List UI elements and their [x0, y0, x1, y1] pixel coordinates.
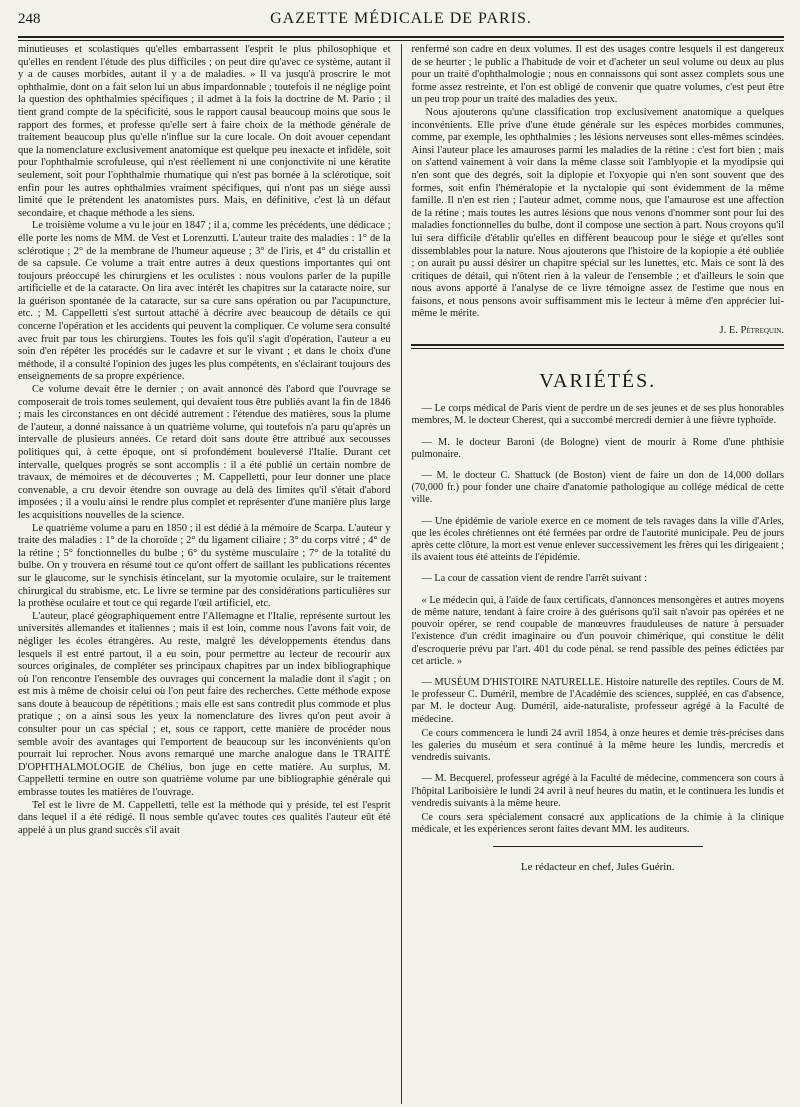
- news-item: Ce cours sera spécialement consacré aux applications de la chimie à la clinique médicale, et les expériences seront faites devant MM. les auditeurs.: [411, 811, 784, 836]
- paragraph: Le quatrième volume a paru en 1850 ; il est dédié à la mémoire de Scarpa. L'auteur y traite des maladies : 1° de la choroïde ; 2° du ligament ciliaire ; 3° du corps vitré ; 4° de la rétine ; 5° fonctionnelles du bulbe ; 6° du système musculaire ; 7° de la totalité du bulbe. On y trouvera en résumé tout ce qu'ont offert de saillant les publications récentes sur le glaucome, sur le synchisis étincelant, sur la myotomie oculaire, sur le traitement chirurgical du strabisme, etc. Le livre se termine par des considérations particulières sur la prothèse oculaire et tout ce qui regarde l'œil artificiel, etc.: [18, 522, 391, 610]
- paragraph: renfermé son cadre en deux volumes. Il est des usages contre lesquels il est dangereux de se heurter ; le public a l'habitude de voir et d'acheter un seul volume ou deux au plus pour un traité d'ophthalmologie ; nous en connaissons qui sont assez complets sous une forme assez restreinte, et l'on est obligé de convenir que quatre volumes, c'est peut être un peu trop pour un traité des maladies des yeux.: [411, 44, 784, 106]
- paragraph: minutieuses et scolastiques qu'elles embarrassent l'esprit le plus philosophique et qu'elles en rendent l'étude des plus difficiles ; on peut dire qu'avec ce système, autant il y a de causes morbides, autant il y a de maladies. » Il va jusqu'à proscrire le mot ophthalmie, dont on a fait selon lui un abus impardonnable ; toutefois il ne néglige point la question des ophthalmies spécifiques ; il admet à la fois la doctrine de M. Pario ; il tient grand compte de la spécificité, sous le rapport causal beaucoup moins que sous le rapport des formes, et professe qu'elle sert à faire choix de la méthode générale de traitement beaucoup plus qu'elle n'influe sur la cure locale. On doit avouer cependant que la nomenclature exclusivement anatomique est quelque peu inexacte et infidèle, soit pour l'ophthalmie scrofuleuse, qui n'est réellement ni une conjonctivite ni une kératite seulement, soit pour l'ophthalmie rhumatique qui n'est pas bornée à la sclérotique, soit enfin pour les autres ophthalmies vraiment spécifiques, qui n'ont pas un siége aussi limité que le prétendent les anatomistes purs. Mais, en définitive, c'est là un défaut secondaire, et chaque méthode a les siens.: [18, 44, 391, 219]
- news-item: — M. le docteur C. Shattuck (de Boston) vient de faire un don de 14,000 dollars (70,000 fr.) pour fonder une chaire d'anatomie pathologique au collége médical de cette ville.: [411, 470, 784, 506]
- closing-rule: [493, 846, 703, 847]
- paragraph: Ce volume devait être le dernier ; on avait annoncé dès l'abord que l'ouvrage se composerait de trois tomes seulement, qui devaient tous être publiés avant la fin de 1846 ; mais les circonstances en ont décidé autrement : l'étendue des matières, sous la plume de l'auteur, a donné naissance à un quatrième volume, qui toutefois n'a paru qu'après un intervalle de plusieurs années. Ce retard doit sans doute être attribué aux secousses politiques qui, à cette époque, ont si profondément bouleversé l'Italie. Durant cet intervalle, quelques progrès se sont accomplis : il a été publié un certain nombre de travaux, de mémoires et de découvertes ; M. Cappelletti, pour leur donner une place convenable, a cru devoir étendre son ouvrage au delà des limites qu'il s'était d'abord imposées ; il a voulu ainsi le rendre plus complet et représenter d'une manière plus large les acquisitions nouvelles de la science.: [18, 384, 391, 521]
- page-number: 248: [18, 11, 41, 27]
- header-rule-thin: [18, 40, 784, 41]
- left-column: [18, 44, 391, 1104]
- news-item: — M. le docteur Baroni (de Bologne) vient de mourir à Rome d'une phthisie pulmonaire.: [411, 436, 784, 460]
- journal-title: GAZETTE MÉDICALE DE PARIS.: [270, 10, 532, 27]
- news-item: « Le médecin qui, à l'aide de faux certificats, d'annonces mensongères et autres moyens de même nature, tendant à faire croire à des guérisons qu'il sait n'avoir pas opérées et ne pouvoir opérer, se rend coupable de manœuvres frauduleuses de nature à persuader l'existence d'un crédit imaginaire ou d'un pouvoir chimérique, qui constitue le délit d'escroquerie prévu par l'art. 401 du code pénal. se rend passible des peines édictées par cet article. »: [411, 594, 784, 667]
- right-column: [411, 44, 784, 1104]
- column-divider: [401, 44, 402, 1104]
- section-separator-thin: [411, 348, 784, 349]
- news-item: — Une épidémie de variole exerce en ce moment de tels ravages dans la ville d'Arles, que les écoles chrétiennes ont été fermées par ordre de l'autorité municipale. Peu de jours après cette clôture, la mort est venue enlever successivement les frères qui les dirigeaient ; ils avaient tous été atteints de l'épidémie.: [411, 515, 784, 564]
- section-separator: [411, 344, 784, 346]
- page-header: [18, 10, 784, 34]
- news-item: — La cour de cassation vient de rendre l'arrêt suivant :: [421, 573, 647, 585]
- news-item: — M. Becquerel, professeur agrégé à la Faculté de médecine, commencera son cours à l'hôpital Lariboisière le lundi 24 avril à neuf heures du matin, et le continuera les lundis et vendredis suivants à la même heure.: [411, 773, 784, 809]
- header-rule: [18, 36, 784, 38]
- paragraph: L'auteur, placé géographiquement entre l'Allemagne et l'Italie, représente surtout les universités allemandes et italiennes ; mais il est loin, comme nous l'avons fait voir, de négliger les écoles étrangères. Au reste, malgré les développements étendus dans lesquels il est entré partout, il a eu soin, pour permettre au lecteur de recourir aux sources originales, de compléter ses principaux chapitres par un index bibliographique où l'on rencontre l'ensemble des ouvrages qui concernent la maladie dont il s'agit ; on est mis à même de choisir celui où l'on peut faire des recherches. Cette méthode expose sans doute à beaucoup de répétitions ; mais elle est sans contredit plus commode et plus pratique ; on a ainsi sous les yeux la nomenclature des livres qu'on peut avoir à consulter pour un cas spécial ; et, sous ce rapport, cette manière de procéder nous semble avoir des avantages qui l'emportent de beaucoup sur les inconvénients qu'on pourrait lui reprocher. Nous avons remarqué une marche analogue dans le TRAITÉ D'OPHTHALMOLOGIE de Chélius, bon juge en cette matière. Au surplus, M. Cappelletti termine en outre son quatrième volume par une bibliographie générale qui embrasse toutes les matières de l'ouvrage.: [18, 610, 391, 799]
- news-item: — MUSÉUM D'HISTOIRE NATURELLE. Histoire naturelle des reptiles. Cours de M. le professeur C. Duméril, membre de l'Académie des sciences, suppléé, en cas d'absence, par M. le docteur Aug. Duméril, aide-naturaliste, professeur agrégé à la Faculté de médecine.: [411, 676, 784, 725]
- review-signature: J. E. Pétrequin.: [719, 325, 784, 337]
- paragraph: Le troisième volume a vu le jour en 1847 ; il a, comme les précédents, une dédicace ; elle porte les noms de MM. de Vest et Lorenzutti. L'auteur traite des maladies : 1° de la sclérotique ; 2° de la membrane de l'humeur aqueuse ; 3° de l'iris, et 4° du cristallin et de sa capsule. Ce volume a trait entre autres à deux questions importantes qui ont toujours préoccupé les chirurgiens et les oculistes : nous voulons parler de la pupille artificielle et de la cataracte. On lira avec intérêt les chapitres sur la cataracte noire, sur la guérison spontanée de la cataracte, sur sa cure sans opération ou par l'acupuncture, etc. ; M. Cappelletti s'est surtout attaché à décrire avec beaucoup de détails ce qui concerne l'opération et les accidents qui peuvent la compliquer. Ce volume sera consulté avec fruit par tous les chirurgiens. Toutes les fois qu'il s'agit d'opération, l'auteur a eu soin d'en répéter les procédés sur le cadavre et sur le vivant ; et dans le choix d'une méthode, il a consulté l'opinion des juges les plus compétents, en s'éclairant toujours des enseignements de sa propre expérience.: [18, 220, 391, 383]
- news-item: Ce cours commencera le lundi 24 avril 1854, à onze heures et demie très-précises dans les galeries du muséum et sera continué à la même heure les lundis, mercredis et vendredis suivants.: [411, 727, 784, 764]
- section-title: VARIÉTÉS.: [539, 369, 657, 392]
- columns: [18, 44, 784, 1104]
- paragraph: Nous ajouterons qu'une classification trop exclusivement anatomique a quelques inconvénients. Elle prive d'une étude générale sur les espèces morbides communes, comme, par exemple, les ophthalmies ; les lésions nerveuses sont elles-mêmes scindées. Ainsi l'auteur place les amauroses parmi les maladies de la rétine : c'est fort bien ; mais on s'attend vainement à voir dans la même classe soit l'amblyopie et la myodipsie qui n'en sont que des degrés, soit la diplopie et l'oxyopie qui n'en sont souvent que des formes, soit enfin l'héméralopie et la nyctalopie qui sont évidemment de la même famille. Il n'en est rien ; l'auteur admet, comme nous, que l'amaurose est une affection de la rétine ; mais toutes les autres lésions que nous venons d'nommer sont pour lui des maladies fonctionnelles du bulbe, dont il compose une section à part. Nous croyons qu'il lui sera difficile d'établir qu'elles en diffèrent beaucoup pour le siége et qu'elles sont dissemblables pour la nature. Nous ajouterons que l'histoire de la kopiopie a été oubliée ; on aurait pu aussi désirer un chapitre spécial sur les lunettes, etc. Mais ce sont là des critiques de détail, qui n'ôtent rien à la valeur de l'ensemble ; et d'ailleurs le soin que nous avons apporté à l'analyse de ce livre témoigne assez de l'estime que nous en faisons, et nous pensons avoir suffisamment mis le lecteur à même d'en apprécier lui-même le mérite.: [411, 106, 784, 320]
- news-item: — Le corps médical de Paris vient de perdre un de ses jeunes et de ses plus honorables membres, M. le docteur Cherest, qui a succombé mercredi dernier à une fièvre typhoïde.: [411, 403, 784, 427]
- paragraph: Tel est le livre de M. Cappelletti, telle est la méthode qui y préside, tel est l'esprit dans lequel il a été rédigé. Il nous semble qu'avec toutes ces qualités l'auteur eût été appelé à un plus grand succès s'il avait: [18, 799, 391, 836]
- editor-line: Le rédacteur en chef, Jules Guérin.: [520, 861, 675, 874]
- news-list: [411, 403, 784, 836]
